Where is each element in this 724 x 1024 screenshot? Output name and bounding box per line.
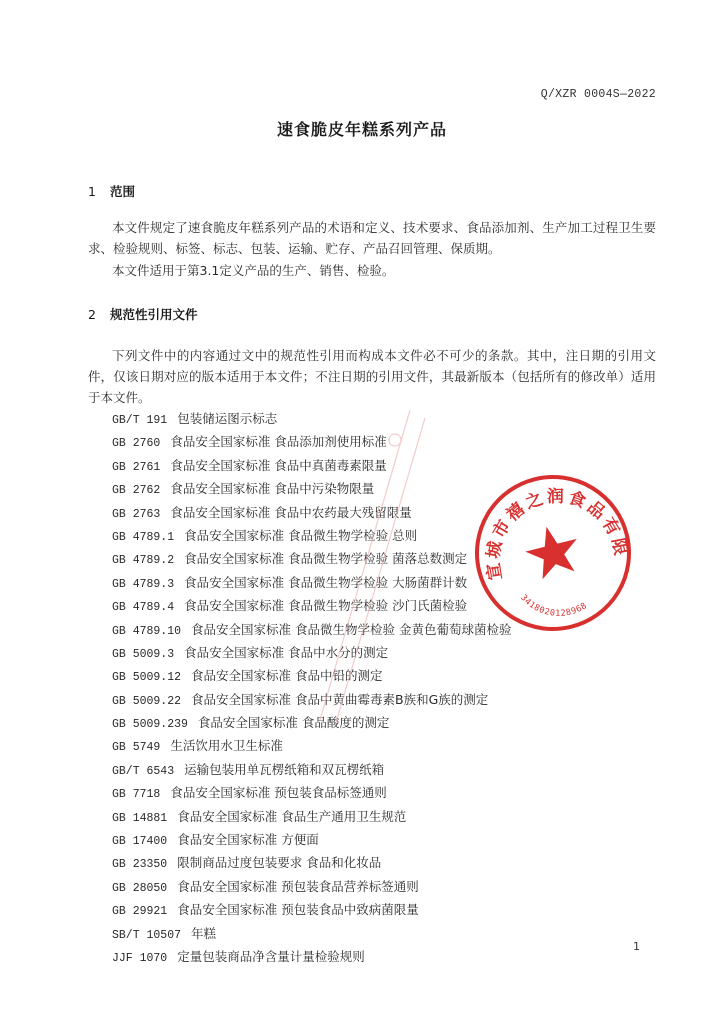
reference-code: GB 17400 [112,835,168,849]
reference-title: 食品安全国家标准 食品添加剂使用标准 [170,434,387,450]
reference-item [112,758,511,781]
page-number: 1 [633,940,640,953]
reference-code: GB 23350 [112,858,168,872]
reference-title: 定量包装商品净含量计量检验规则 [177,948,365,964]
section-1-paragraph-2: 本文件适用于第3.1定义产品的生产、销售、检验。 [112,263,395,278]
reference-title: 食品安全国家标准 预包装食品营养标签通则 [177,878,419,894]
reference-code: SB/T 10507 [112,928,182,942]
svg-text:3418020128968 [517,579,590,629]
reference-code: GB 2762 [112,484,161,498]
reference-title: 食品安全国家标准 方便面 [177,832,319,848]
reference-title: 包装储运图示标志 [177,411,278,426]
reference-code: GB 2763 [112,507,161,521]
seal-company-name: 宣城市禧之润食品有限公司 [483,487,631,582]
reference-item [112,875,511,898]
reference-title: 食品安全国家标准 食品微生物学检验 沙门氏菌检验 [184,598,468,614]
reference-code: GB 5009.12 [112,671,182,685]
reference-title: 限制商品过度包装要求 食品和化妆品 [177,855,382,871]
reference-title: 食品安全国家标准 食品中农药最大残留限量 [170,504,412,520]
reference-item [112,734,511,757]
reference-title: 食品安全国家标准 食品酸度的测定 [197,715,390,731]
reference-code: GB/T 6543 [112,764,175,778]
company-seal [470,470,636,636]
section-2-title: 规范性引用文件 [110,307,198,322]
reference-title: 食品安全国家标准 食品中污染物限量 [170,481,375,497]
reference-code: GB 29921 [112,905,168,919]
section-2-intro: 下列文件中的内容通过文中的规范性引用而构成本文件必不可少的条款。其中，注日期的引用文件，仅该日期对应的版本适用于本文件；不注日期的引用文件，其最新版本（包括所有的修改单）适用于本文件。 [88,348,656,405]
reference-code: GB 2760 [112,437,161,451]
reference-code: GB 14881 [112,811,168,825]
reference-code: GB 4789.10 [112,624,182,638]
reference-item [112,851,511,874]
reference-title: 运输包装用单瓦楞纸箱和双瓦楞纸箱 [184,761,385,777]
reference-item [112,922,511,945]
reference-code: GB 4789.2 [112,554,175,568]
reference-item [112,828,511,851]
reference-title: 食品安全国家标准 食品中铅的测定 [191,668,383,684]
section-1-paragraph-1: 本文件规定了速食脆皮年糕系列产品的术语和定义、技术要求、食品添加剂、生产加工过程卫生要求、检验规则、标签、标志、包装、运输、贮存、产品召回管理、保质期。 [88,220,656,256]
reference-code: GB 2761 [112,460,161,474]
reference-code: GB 28050 [112,881,168,895]
reference-title: 食品安全国家标准 食品生产通用卫生规范 [177,808,407,824]
reference-code: GB 4789.3 [112,577,175,591]
reference-title: 年糕 [191,925,217,941]
section-2-number: 2 [88,307,96,322]
reference-title: 食品安全国家标准 食品中黄曲霉毒素B族和G族的测定 [191,691,489,707]
reference-title: 食品安全国家标准 预包装食品标签通则 [170,785,387,801]
reference-title: 食品安全国家标准 食品中真菌毒素限量 [170,457,387,473]
reference-title: 食品安全国家标准 食品微生物学检验 金黄色葡萄球菌检验 [191,621,512,637]
section-1-title: 范围 [110,184,136,199]
reference-title: 食品安全国家标准 食品中水分的测定 [184,644,389,660]
section-1-heading [88,182,135,200]
reference-code: GB 4789.4 [112,601,175,615]
reference-item [112,805,511,828]
reference-code: JJF 1070 [112,951,168,965]
reference-title: 食品安全国家标准 食品微生物学检验 总则 [184,527,418,543]
reference-code: GB 5009.3 [112,647,175,661]
reference-title: 食品安全国家标准 食品微生物学检验 大肠菌群计数 [184,574,468,590]
seal-star-icon [521,520,585,581]
reference-code: GB 4789.1 [112,530,175,544]
reference-code: GB 7718 [112,788,161,802]
document-title: 速食脆皮年糕系列产品 [276,120,447,139]
reference-title: 生活饮用水卫生标准 [170,738,283,754]
svg-text:宣城市禧之润食品有限公司 [470,470,632,597]
reference-item [112,898,511,921]
reference-title: 食品安全国家标准 预包装食品中致病菌限量 [177,902,419,918]
ghost-stamp-mark [300,400,440,730]
document-code: Q/XZR 0004S—2022 [540,88,656,101]
reference-code: GB 5009.239 [112,718,188,732]
reference-code: GB 5749 [112,741,161,755]
reference-item [112,781,511,804]
reference-code: GB/T 191 [112,414,168,427]
section-2-heading [88,305,198,323]
reference-code: GB 5009.22 [112,694,182,708]
reference-title: 食品安全国家标准 食品微生物学检验 菌落总数测定 [184,551,468,567]
section-1-number: 1 [88,184,96,199]
reference-item [112,945,511,968]
seal-number: 3418020128968 [518,593,590,619]
